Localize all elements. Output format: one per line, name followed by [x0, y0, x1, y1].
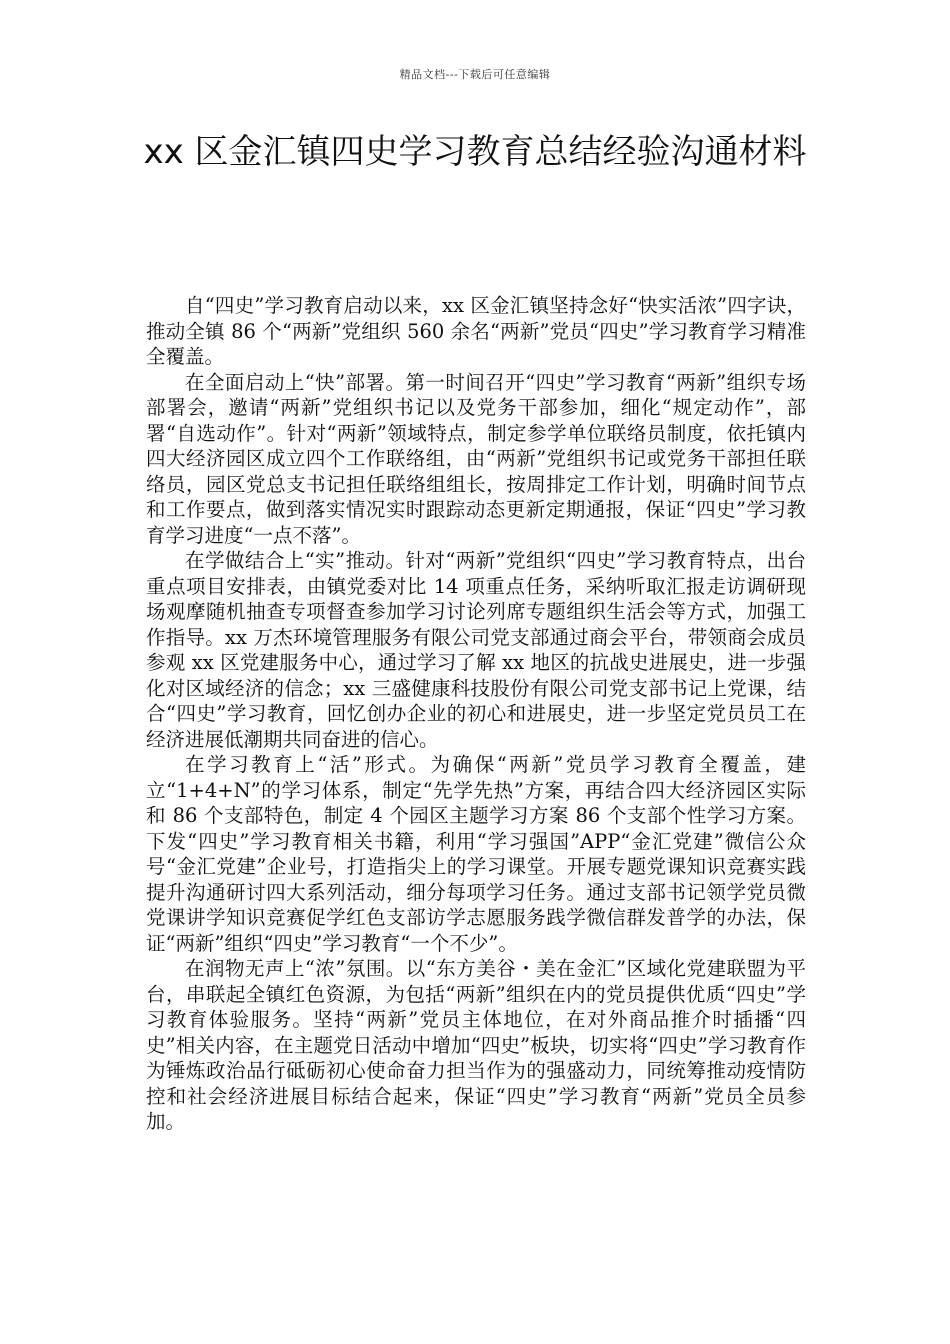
- document-body: [146, 293, 806, 1135]
- paragraph-shi: 在学做结合上“实”推动。针对“两新”党组织“四史”学习教育特点，出台重点项目安排表，由镇党委对比 14 项重点任务，采纳听取汇报走访调研现场观摩随机抽查专项督查参加学习讨论列席专题组织生活会等方式，加强工作指导。xx 万杰环境管理服务有限公司党支部通过商会平台，带领商会成员参观 xx 区党建服务中心，通过学习了解 xx 地区的抗战史进展史，进一步强化对区域经济的信念；xx 三盛健康科技股份有限公司党支部书记上党课，结合“四史”学习教育，回忆创办企业的初心和进展史，进一步坚定党员员工在经济进展低潮期共同奋进的信心。: [146, 549, 806, 751]
- paragraph-huo: 在学习教育上“活”形式。为确保“两新”党员学习教育全覆盖，建立“1+4+N”的学习体系，制定“先学先热”方案，再结合四大经济园区实际和 86 个支部特色，制定 4 个园区主题学习方案 86 个支部个性学习方案。下发“四史”学习教育相关书籍，利用“学习强国”APP“金汇党建”微信公众号“金汇党建”企业号，打造指尖上的学习课堂。开展专题党课知识竞赛实践提升沟通研讨四大系列活动，细分每项学习任务。通过支部书记领学党员微党课讲学知识竞赛促学红色支部访学志愿服务践学微信群发普学的办法，保证“两新”组织“四史”学习教育“一个不少”。: [146, 753, 806, 955]
- document-title: xx 区金汇镇四史学习教育总结经验沟通材料: [143, 132, 807, 172]
- paragraph-intro: 自“四史”学习教育启动以来，xx 区金汇镇坚持念好“快实活浓”四字诀，推动全镇 86 个“两新”党组织 560 余名“两新”党员“四史”学习教育学习精准全覆盖。: [146, 294, 806, 368]
- paragraph-kuai: 在全面启动上“快”部署。第一时间召开“四史”学习教育“两新”组织专场部署会，邀请“两新”党组织书记以及党务干部参加，细化“规定动作”，部署“自选动作”。针对“两新”领域特点，制定参学单位联络员制度，依托镇内四大经济园区成立四个工作联络组，由“两新”党组织书记或党务干部担任联络员，园区党总支书记担任联络组组长，按周排定工作计划，明确时间节点和工作要点，做到落实情况实时跟踪动态更新定期通报，保证“四史”学习教育学习进度“一点不落”。: [146, 370, 806, 547]
- page-header: 精品文档---下载后可任意编辑: [399, 68, 551, 81]
- paragraph-nong: 在润物无声上“浓”氛围。以“东方美谷・美在金汇”区域化党建联盟为平台，串联起全镇红色资源，为包括“两新”组织在内的党员提供优质“四史”学习教育体验服务。坚持“两新”党员主体地位，在对外商品推介时插播“四史”相关内容，在主题党日活动中增加“四史”板块，切实将“四史”学习教育作为锤炼政治品行砥砺初心使命奋力担当作为的强盛动力，同统筹推动疫情防控和社会经济进展目标结合起来，保证“四史”学习教育“两新”党员全员参加。: [146, 957, 806, 1133]
